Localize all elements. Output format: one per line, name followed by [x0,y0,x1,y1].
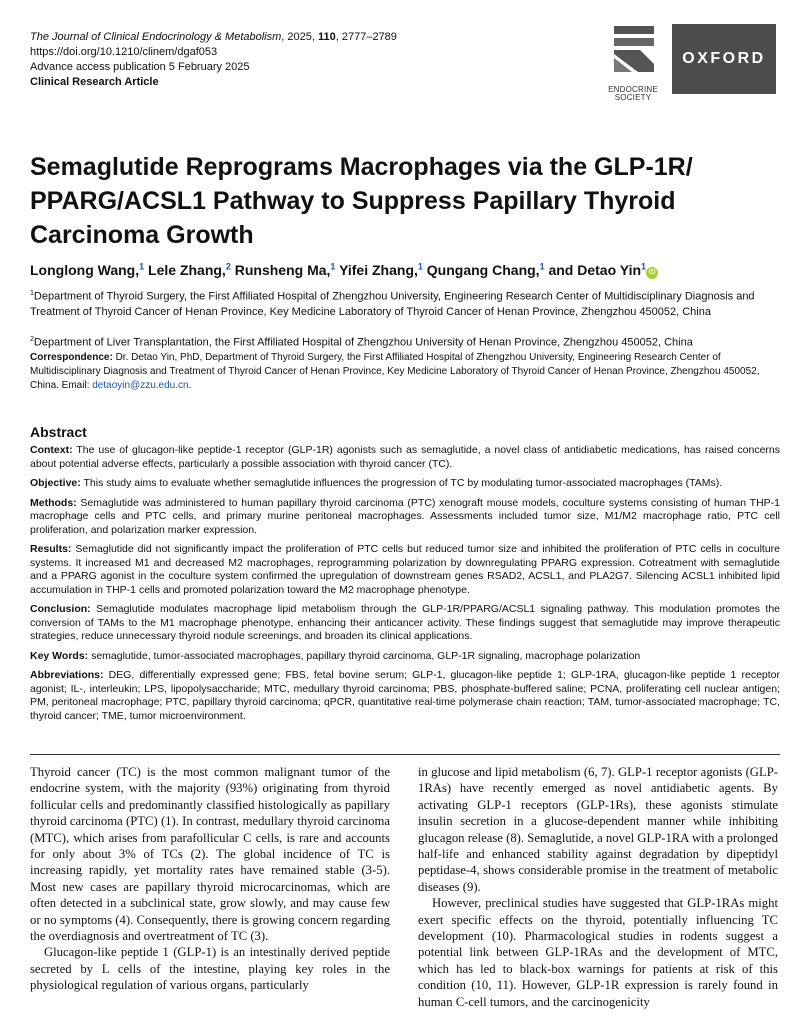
article-type: Clinical Research Article [30,76,159,88]
body-paragraph: Thyroid cancer (TC) is the most common malignant tumor of the endocrine system, with the majority (93%) originating from thyroid follicular cells and predominantly classified histologically as papillary thyroid carcinoma (PTC) (1). In contrast, medullary thyroid carcinoma (MTC), which arises from parafollicular C cells, is rare and accounts for only about 3% of TCs (2). The global incidence of TC is increasing rapidly, yet mortality rates have remained stable (3-5). Most new cases are papillary thyroid microcarcinomas, which are often detected in a subclinical state, grow slowly, and may cause few or no symptoms (4). Consequently, there is growing concern regarding the overdiagnosis and overtreatment of TC (3). [30,765,390,944]
journal-pages: , 2777–2789 [335,31,397,43]
section-divider [30,754,780,755]
abstract [30,424,780,729]
body-paragraph: However, preclinical studies have suggested that GLP-1RAs might exert specific effects on the thyroid, potentially influencing TC development (10). Pharmacological studies in rodents suggest a potential link between GLP-1RAs and the development of MTC, which has led to black-box warnings for patients at risk of this condition (10, 11). However, GLP-1R expression is rarely found in human C-cell tumors, and the carcinogenicity [418,896,778,1009]
author-list [30,256,790,280]
journal-name: The Journal of Clinical Endocrinology & Metabolism [30,31,282,43]
email-link[interactable]: detaoyin@zzu.edu.cn [92,380,189,391]
endocrine-society-logo [600,24,666,102]
abbreviations: Abbreviations: DEG, differentially expressed gene; FBS, fetal bovine serum; GLP-1, glucagon-like peptide 1; GLP-1RA, glucagon-like peptide 1 receptor agonist; IL-, interleukin; LPS, lipopolysaccharide; MTC, medullary thyroid carcinoma; PBS, phosphate-buffered saline; PCNA, proliferating cell nuclear antigen; PM, peritoneal macrophage; PTC, papillary thyroid carcinoma; qPCR, quantitative real-time polymerase chain reaction; TAM, tumor-associated macrophage; TC, thyroid cancer; TME, tumor microenvironment. [30,669,780,722]
advance-access: Advance access publication 5 February 2025 [30,61,250,73]
author[interactable]: Longlong Wang,$^1$ [30,261,145,278]
author[interactable]: Lele Zhang,$^2$ [148,261,231,278]
abstract-heading: Abstract [30,424,87,440]
orcid-icon[interactable]: iD [646,267,658,279]
body-paragraph: in glucose and lipid metabolism (6, 7). GLP-1 receptor agonists (GLP-1RAs) have recently emerged as novel antidiabetic agents. By activating GLP-1 receptors (GLP-1Rs), these agonists stimulate insulin secretion in a glucose-dependent manner while inhibiting glucagon release (8). Semaglutide, a novel GLP-1RA with a prolonged half-life and enhanced stability against degradation by dipeptidyl peptidase-4, shows considerable promise in the treatment of metabolic diseases (9). [418,765,778,894]
publisher-logos [600,24,776,102]
abstract-conclusion: Conclusion: Semaglutide modulates macrophage lipid metabolism through the GLP-1R/PPARG/ACSL1 signaling pathway. This modulation promotes the conversion of TAMs to the M1 macrophage phenotype, enhancing their anticancer activity. These findings suggest that semaglutide may improve therapeutic strategies, reduce unnecessary thyroid nodule screenings, and broaden its clinical applications. [30,603,780,642]
affiliation-2: $^2$Department of Liver Transplantation, the First Affiliated Hospital of Zhengzhou University of Henan Province, Zhengzhou 450052, China [30,336,693,349]
society-line2: SOCIETY [614,93,652,102]
society-line1: ENDOCRINE [608,85,658,94]
author[interactable]: and Detao Yin$^1$ [548,261,647,278]
endocrine-society-mark-icon [600,24,666,84]
body-column-left [30,764,390,994]
author[interactable]: Yifei Zhang,$^1$ [339,261,423,278]
journal-header [30,30,397,90]
abstract-results: Results: Semaglutide did not significantly impact the proliferation of PTC cells but reduced tumor size and inhibited the proliferation of PTC cells in coculture systems. It increased M1 and decreased M2 macrophages, reprogramming polarization by downregulating PPARG expression. Cotreatment with semaglutide and a PPARG agonist in the coculture system confirmed the upregulation of downstream genes RSAD2, ACSL1, and PLA2G7. Silencing ACSL1 inhibited lipid accumulation in THP-1 cells and promoted polarization toward the M2 macrophage phenotype. [30,543,780,596]
oxford-logo: OXFORD [672,24,776,94]
correspondence: Correspondence: Dr. Detao Yin, PhD, Department of Thyroid Surgery, the First Affiliated Hospital of Zhengzhou University, Engineering Research Center of Multidisciplinary Diagnosis and Treatment of Thyroid Cancer of Henan Province, Key Medicine Laboratory of Thyroid Cancer of Henan Province, Zhengzhou 450052, China. Email: detaoyin@zzu.edu.cn. [30,352,760,391]
affiliation-1: $^1$Department of Thyroid Surgery, the First Affiliated Hospital of Zhengzhou University, Engineering Research Center of Multidisciplinary Diagnosis and Treatment of Thyroid Cancer of Henan Province, Key Medicine Laboratory of Thyroid Cancer of Henan Province, Zhengzhou 450052, China [30,290,755,318]
keywords: Key Words: semaglutide, tumor-associated macrophages, papillary thyroid carcinoma, GLP-1R signaling, macrophage polarization [30,649,641,662]
abstract-context: Context: The use of glucagon-like peptide-1 receptor (GLP-1R) agonists such as semaglutide, a novel class of antidiabetic medications, has raised concerns about potential adverse effects, particularly a possible association with thyroid cancer (TC). [30,444,780,470]
journal-year: , 2025, [281,31,318,43]
author[interactable]: Runsheng Ma,$^1$ [234,261,336,278]
journal-volume: 110 [318,31,336,43]
body-column-right [418,764,778,1010]
abstract-methods: Methods: Semaglutide was administered to human papillary thyroid carcinoma (PTC) xenograft mouse models, coculture systems consisting of human THP-1 macrophage cells and PTC cells, and primary murine peritoneal macrophages. Assessments included tumor size, M1/M2 macrophage ratio, PTC cell proliferation, and polarization marker expression. [30,496,780,536]
abstract-objective: Objective: This study aims to evaluate whether semaglutide influences the progression of TC by modulating tumor-associated macrophages (TAMs). [30,477,723,489]
article-title: Semaglutide Reprograms Macrophages via the GLP-1R/ PPARG/ACSL1 Pathway to Suppress Papillary Thyroid Carcinoma Growth [30,153,693,249]
doi-link[interactable]: https://doi.org/10.1210/clinem/dgaf053 [30,46,218,58]
author[interactable]: Qungang Chang,$^1$ [426,261,545,278]
body-paragraph: Glucagon-like peptide 1 (GLP-1) is an intestinally derived peptide secreted by L cells of the intestine, playing key roles in the physiological regulation of various organs, particularly [30,945,390,993]
